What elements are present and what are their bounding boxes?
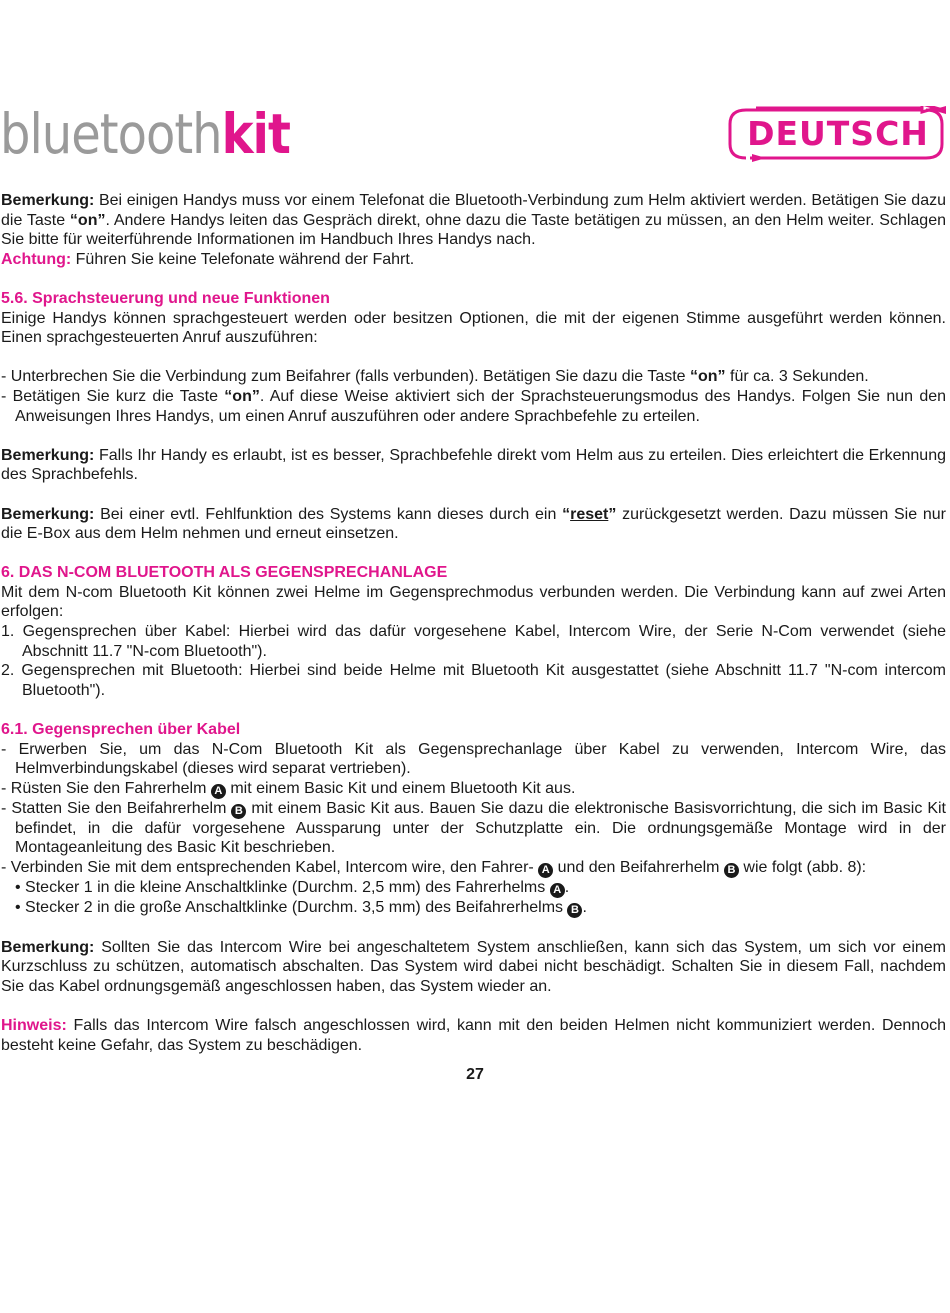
paragraph-6-intro: Mit dem N-com Bluetooth Kit können zwei Helme im Gegensprechmodus verbunden werden. Die Verbindung kann auf zwei Arten erfolgen:: [1, 583, 946, 621]
bluetoothkit-logo: [0, 100, 290, 169]
paragraph-bemerkung-4: Bemerkung: Sollten Sie das Intercom Wire bei angeschaltetem System anschließen, kann sich das System, um sich vor einem Kurzschluss zu schützen, automatisch abschalten. Das System wird dabei nicht beschädigt. Schalten Sie in diesem Fall, nachdem Sie das Kabel ordnungsgemäß angeschlossen haben, das System wieder an.: [1, 938, 946, 995]
language-badge: [726, 106, 944, 160]
numbered-item-1: 1. Gegensprechen über Kabel: Hierbei wird das dafür vorgesehene Kabel, Intercom Wire, der Serie N-Com verwendet (siehe Abschnitt 11.7 "N-com Bluetooth").: [1, 623, 946, 660]
page-content: [1, 191, 946, 1055]
list-item-5-6-1: - Unterbrechen Sie die Verbindung zum Beifahrer (falls verbunden). Betätigen Sie dazu die Taste “on” für ca. 3 Sekunden.: [1, 368, 869, 386]
list-item-6-1-1: - Erwerben Sie, um das N-Com Bluetooth Kit als Gegensprechanlage über Kabel zu verwenden, Intercom Wire, das Helmverbindungskabel (dieses wird separat vertrieben).: [1, 740, 946, 778]
heading-5-6: 5.6. Sprachsteuerung und neue Funktionen: [1, 289, 330, 307]
paragraph-bemerkung-2: Bemerkung: Falls Ihr Handy es erlaubt, ist es besser, Sprachbefehle direkt vom Helm aus zu erteilen. Dies erleichtert die Erkennung des Sprachbefehls.: [1, 446, 946, 484]
paragraph-bemerkung-1: Bemerkung: Bei einigen Handys muss vor einem Telefonat die Bluetooth-Verbindung zum Helm aktiviert werden. Betätigen Sie dazu die Taste “on”. Andere Handys leiten das Gespräch direkt, ohne dazu die Taste betätigen zu müssen, an den Helm weiter. Schlagen Sie bitte für weiterführende Informationen im Handbuch Ihres Handys nach.: [1, 192, 946, 249]
marker-a-icon: A: [211, 784, 226, 799]
heading-6-1: 6.1. Gegensprechen über Kabel: [1, 721, 241, 739]
bullet-item-1: • Stecker 1 in die kleine Anschaltklinke (Durchm. 2,5 mm) des Fahrerhelms A .: [15, 879, 570, 896]
language-label: DEUTSCH: [747, 113, 929, 153]
logo-text-bluetooth: bluetooth: [0, 102, 222, 167]
numbered-item-2: 2. Gegensprechen mit Bluetooth: Hierbei sind beide Helme mit Bluetooth Kit ausgestattet (siehe Abschnitt 11.7 "N-com intercom Bluetooth").: [1, 662, 946, 699]
paragraph-achtung: Achtung: Führen Sie keine Telefonate während der Fahrt.: [1, 250, 415, 268]
list-item-6-1-2: - Rüsten Sie den Fahrerhelm A mit einem Basic Kit und einem Bluetooth Kit aus.: [1, 779, 576, 797]
page-number: 27: [466, 1066, 484, 1083]
list-item-6-1-3: - Statten Sie den Beifahrerhelm B mit einem Basic Kit aus. Bauen Sie dazu die elektronische Basisvorrichtung, die sich im Basic Kit befindet, in die dafür vorgesehene Aussparung unter der Schutzplatte ein. Die ordnungsgemäße Montage wird in der Montageanleitung des Basic Kit beschrieben.: [1, 799, 947, 857]
marker-a-icon: A: [538, 863, 553, 878]
bullet-item-2: • Stecker 2 in die große Anschaltklinke (Durchm. 3,5 mm) des Beifahrerhelms B .: [15, 899, 587, 916]
list-item-6-1-4: - Verbinden Sie mit dem entsprechenden Kabel, Intercom wire, den Fahrer- A und den Beifahrerhelm B wie folgt (abb. 8):: [1, 859, 867, 876]
logo-text-kit: kit: [221, 102, 290, 167]
paragraph-hinweis: Hinweis: Falls das Intercom Wire falsch angeschlossen wird, kann mit den beiden Helmen nicht kommuniziert werden. Dennoch besteht keine Gefahr, das System zu beschädigen.: [1, 1016, 946, 1054]
marker-b-icon: B: [724, 863, 739, 878]
paragraph-5-6-intro: Einige Handys können sprachgesteuert werden oder besitzen Optionen, die mit der eigenen Stimme ausgeführt werden können. Einen sprachgesteuerten Anruf auszuführen:: [1, 309, 946, 347]
marker-a-icon: A: [550, 883, 565, 898]
paragraph-bemerkung-3: Bemerkung: Bei einer evtl. Fehlfunktion des Systems kann dieses durch ein “reset” zurückgesetzt werden. Dazu müssen Sie nur die E-Box aus dem Helm nehmen und erneut einsetzen.: [1, 505, 946, 543]
marker-b-icon: B: [567, 903, 582, 918]
heading-6: 6. DAS N-COM BLUETOOTH ALS GEGENSPRECHANLAGE: [1, 564, 448, 582]
list-item-5-6-2: - Betätigen Sie kurz die Taste “on”. Auf diese Weise aktiviert sich der Sprachsteuerungsmodus des Handys. Folgen Sie nun den Anweisungen Ihres Handys, um einen Anruf auszuführen oder andere Sprachbefehle zu erteilen.: [1, 387, 947, 425]
marker-b-icon: B: [231, 804, 246, 819]
